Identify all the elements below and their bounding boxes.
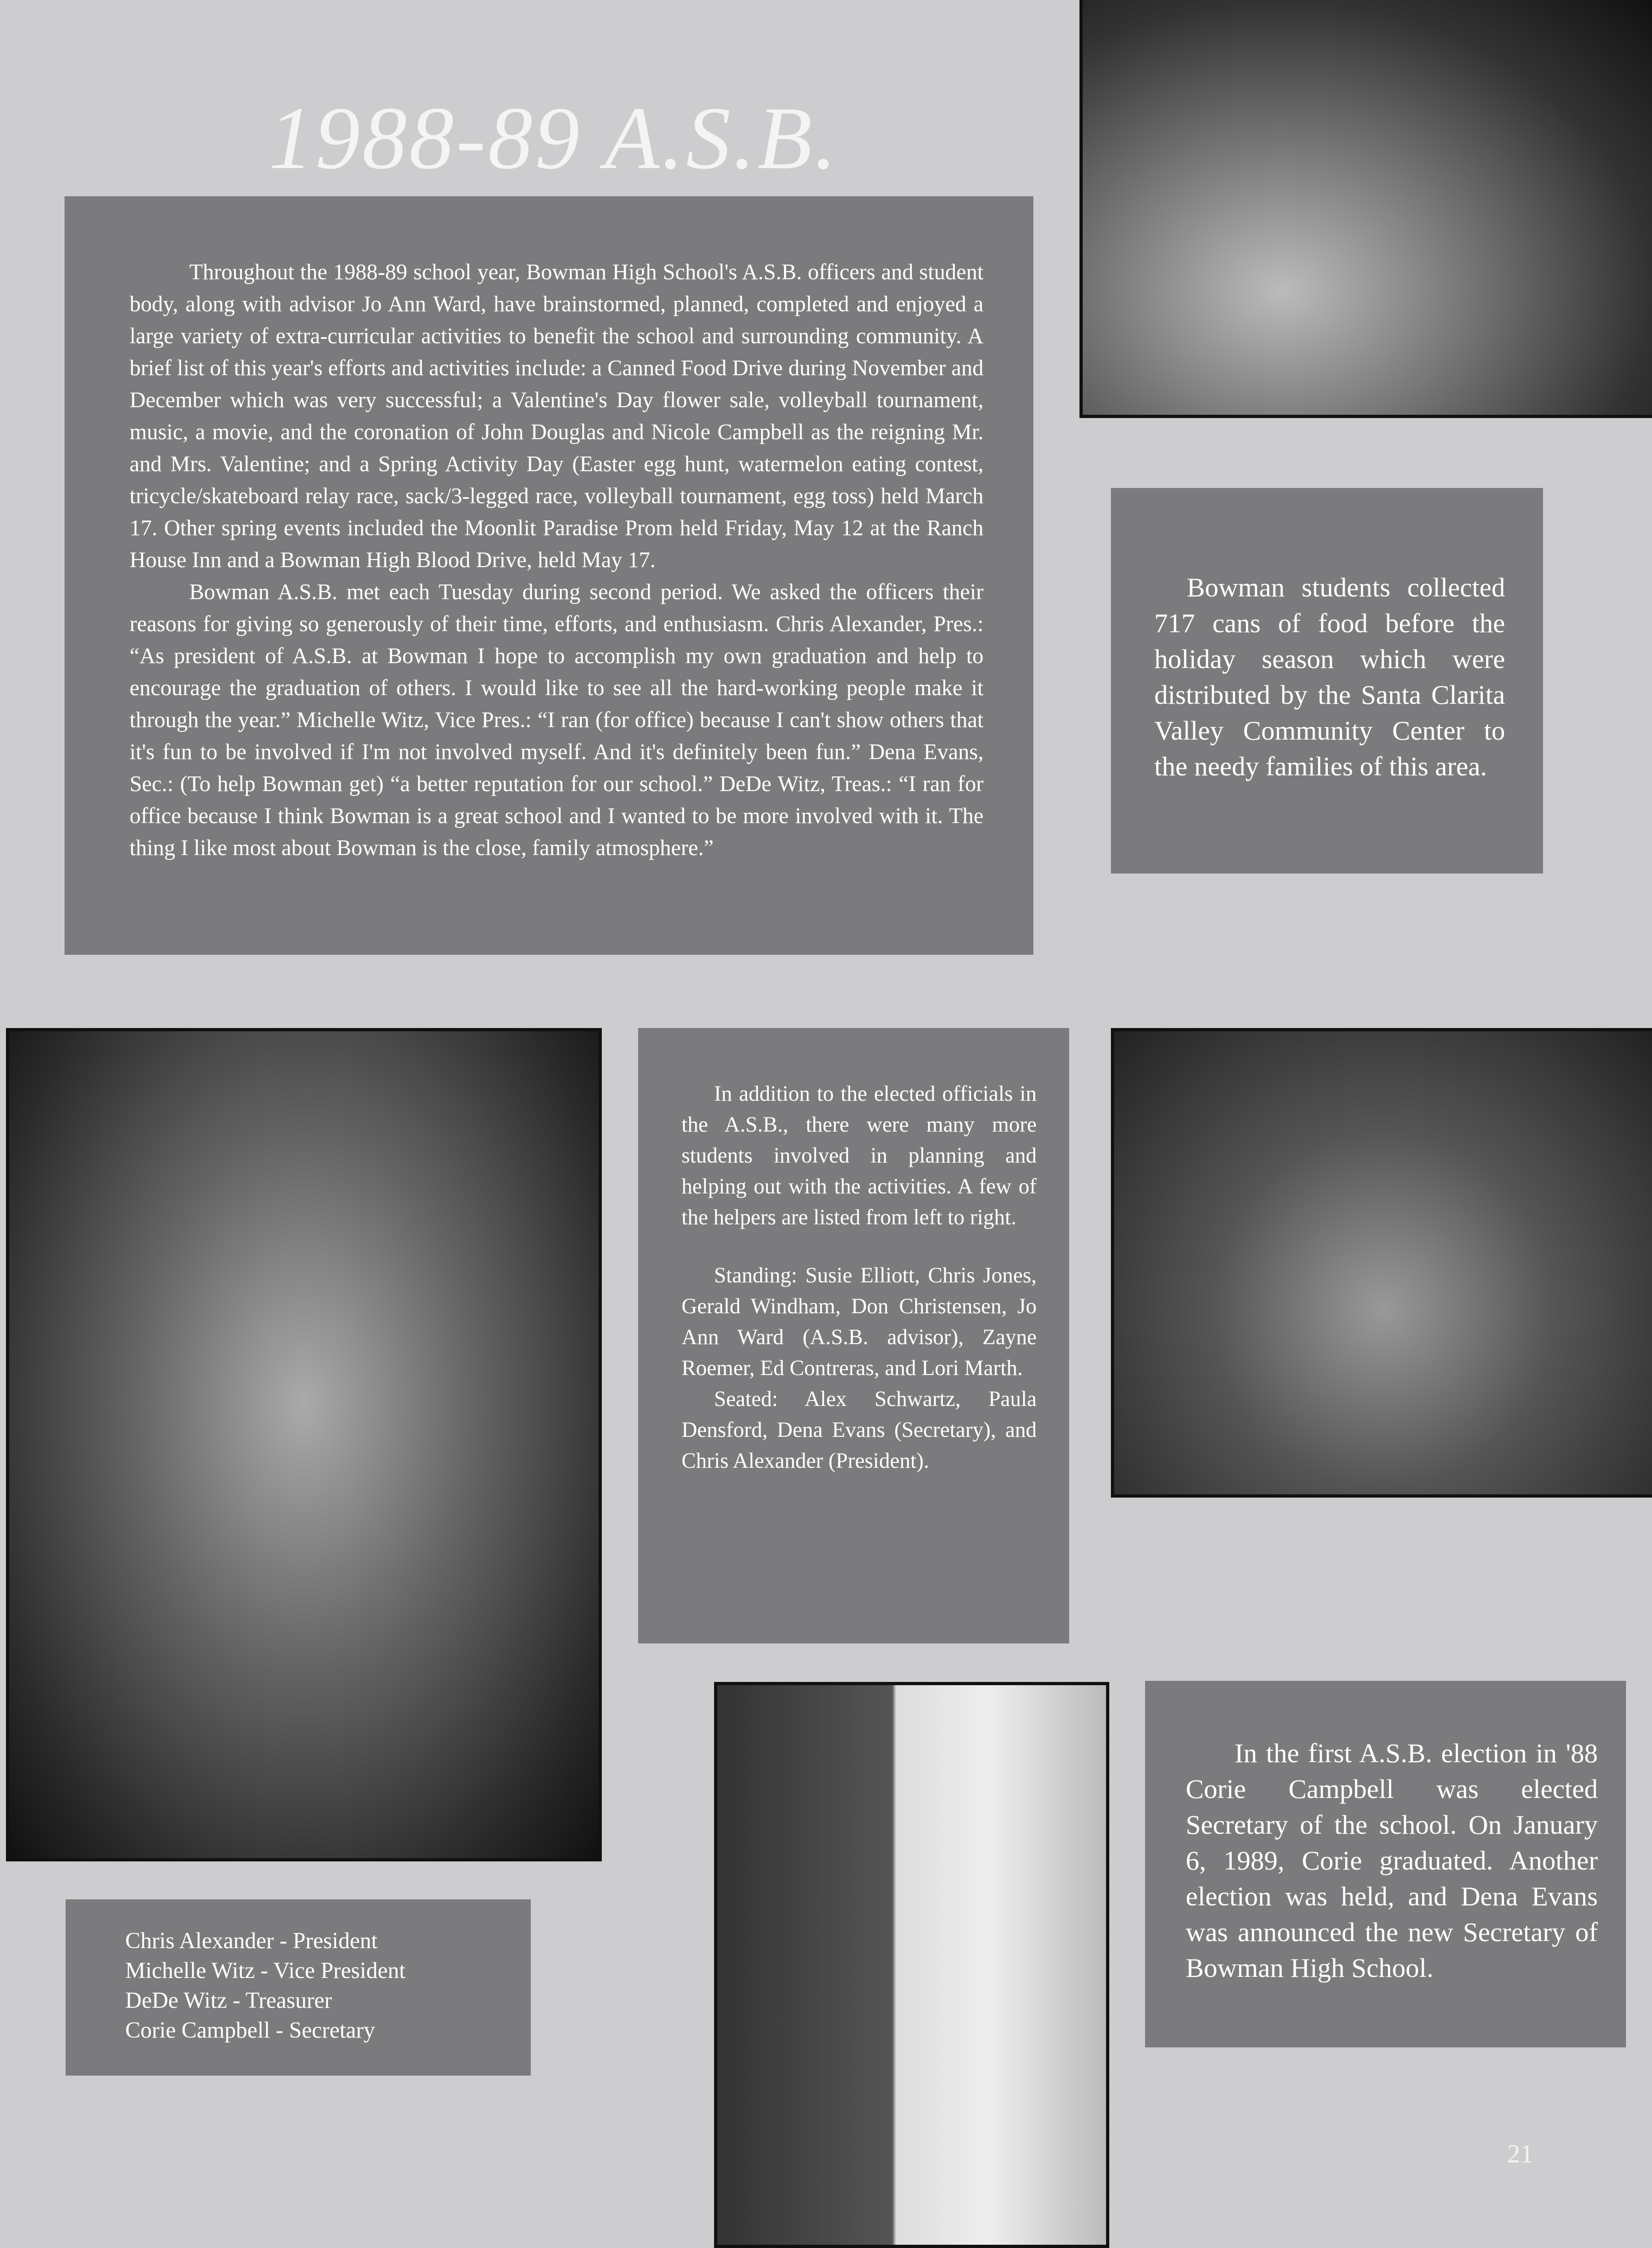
election-caption: In the first A.S.B. election in '88 Corie Campbell was elected Secretary of the school. On January 6, 1989, Corie graduated. Another election was held, and Dena Evans was announced the new Secretary of Bowman High School. bbox=[1186, 1738, 1598, 1983]
canned-food-photo bbox=[1079, 0, 1652, 418]
officer-item: DeDe Witz - Treasurer bbox=[125, 1988, 332, 2013]
page-title: 1988-89 A.S.B. bbox=[268, 88, 839, 188]
helpers-intro: In addition to the elected officials in the A.S.B., there were many more students involved in planning and helping out with the activities. A few of the helpers are listed from left to right. bbox=[682, 1081, 1037, 1229]
article-paragraph: Bowman A.S.B. met each Tuesday during second period. We asked the officers their reasons for giving so generously of their time, efforts, and enthusiasm. Chris Alexander, Pres.: “As president of A.S.B. at Bowman I hope to accomplish my own graduation and help to encourage the graduation of others. I would like to see all the hard-working people make it through the year.” Michelle Witz, Vice Pres.: “I ran (for office) because I can't show others that it's fun to be involved if I'm not involved myself. And it's definitely been fun.” Dena Evans, Sec.: (To help Bowman get) “a better reputation for our school.” DeDe Witz, Treas.: “I ran for office because I think Bowman is a great school and I wanted to be more involved with it. The thing I like most about Bowman is the close, family atmosphere.” bbox=[130, 579, 984, 860]
officer-item: Chris Alexander - President bbox=[125, 1929, 378, 1954]
main-article-box bbox=[65, 196, 1033, 955]
officers-photo bbox=[6, 1028, 602, 1861]
officer-item: Corie Campbell - Secretary bbox=[125, 2018, 375, 2043]
page-number: 21 bbox=[1507, 2140, 1533, 2168]
officers-list-box bbox=[66, 1899, 531, 2076]
canned-food-caption: Bowman students collected 717 cans of food before the holiday season which were distributed by the Santa Clarita Valley Community Center to the needy families of this area. bbox=[1154, 572, 1505, 781]
corie-campbell-photo bbox=[714, 1682, 1109, 2248]
helpers-seated: Seated: Alex Schwartz, Paula Densford, Dena Evans (Secretary), and Chris Alexander (President). bbox=[682, 1386, 1037, 1473]
helpers-caption-box bbox=[638, 1028, 1069, 1643]
officer-item: Michelle Witz - Vice President bbox=[125, 1958, 406, 1983]
article-paragraph: Throughout the 1988-89 school year, Bowman High School's A.S.B. officers and student body, along with advisor Jo Ann Ward, have brainstormed, planned, completed and enjoyed a large variety of extra-curricular activities to benefit the school and surrounding community. A brief list of this year's efforts and activities include: a Canned Food Drive during November and December which was very successful; a Valentine's Day flower sale, volleyball tournament, music, a movie, and the coronation of John Douglas and Nicole Campbell as the reigning Mr. and Mrs. Valentine; and a Spring Activity Day (Easter egg hunt, watermelon eating contest, tricycle/skateboard relay race, sack/3-legged race, volleyball tournament, egg toss) held March 17. Other spring events included the Moonlit Paradise Prom held Friday, May 12 at the Ranch House Inn and a Bowman High Blood Drive, held May 17. bbox=[130, 259, 984, 572]
canned-food-caption-box bbox=[1111, 488, 1543, 873]
helpers-standing: Standing: Susie Elliott, Chris Jones, Gerald Windham, Don Christensen, Jo Ann Ward (A.S.B. advisor), Zayne Roemer, Ed Contreras, and Lori Marth. bbox=[682, 1263, 1037, 1380]
election-caption-box bbox=[1145, 1681, 1626, 2047]
helpers-group-photo bbox=[1111, 1028, 1652, 1498]
